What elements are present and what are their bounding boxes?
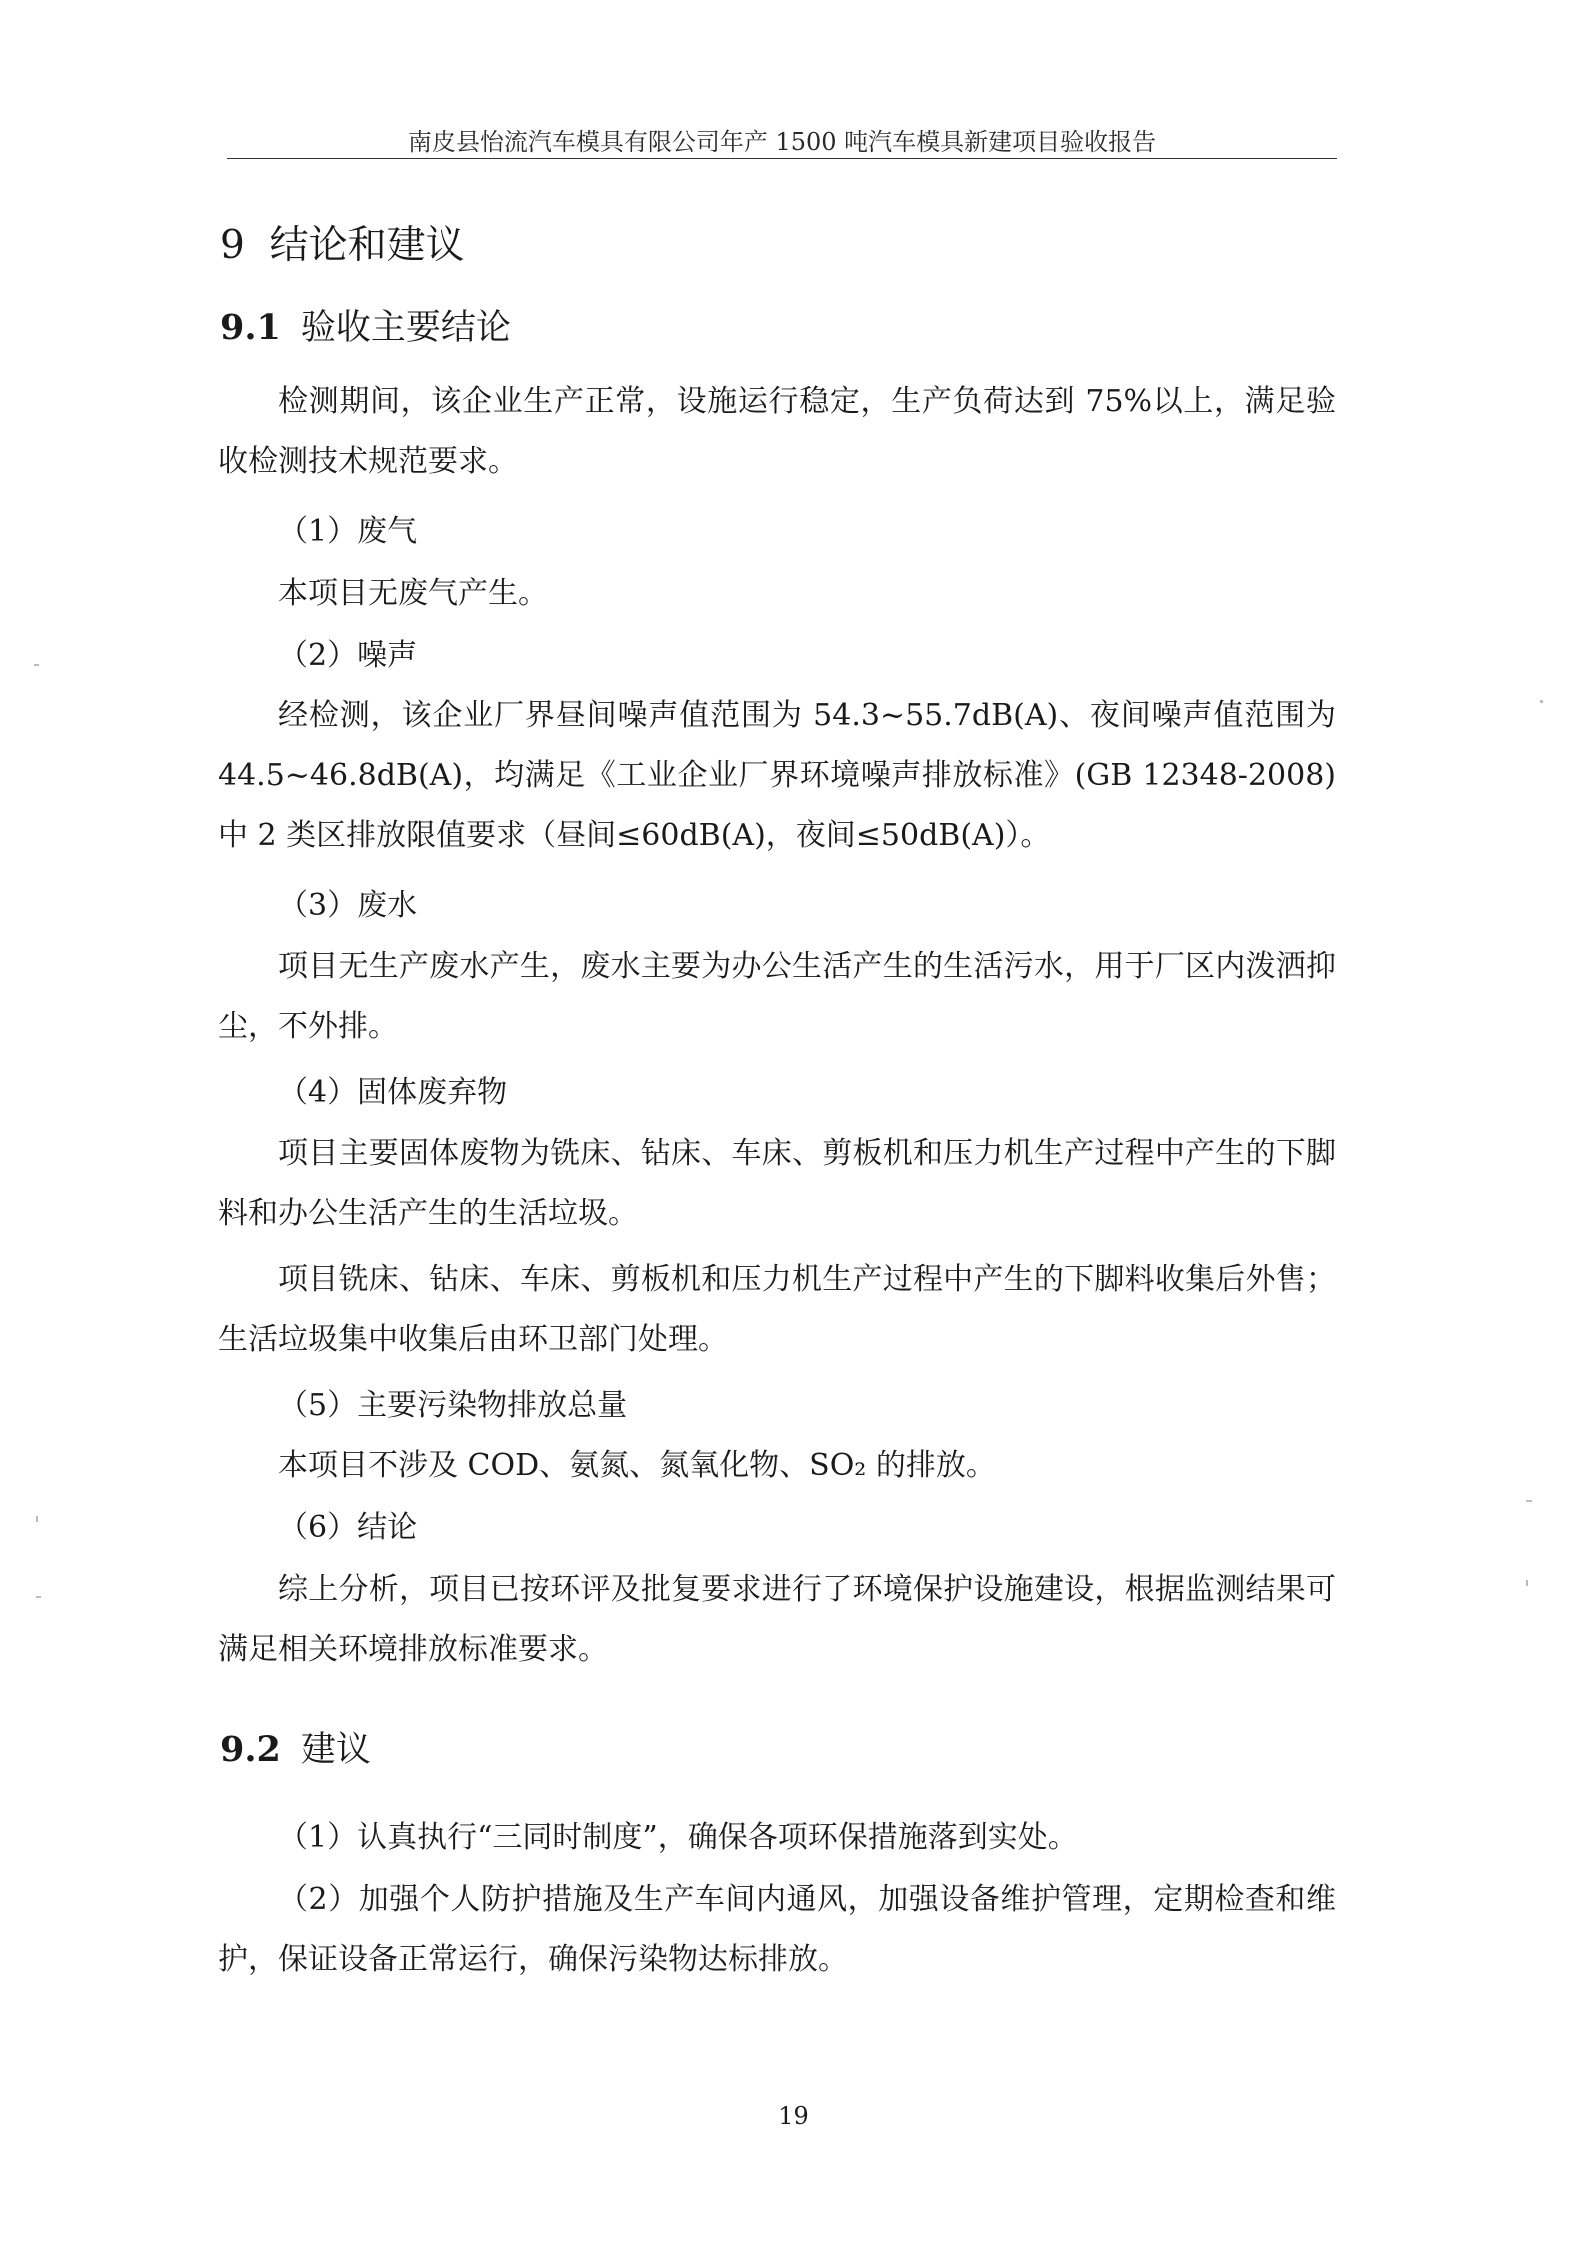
noise-paragraph: 经检测，该企业厂界昼间噪声值范围为 54.3~55.7dB(A)、夜间噪声值范围为 44.5~46.8dB(A)，均满足《工业企业厂界环境噪声排放标准》(GB 12348-2008) 中 2 类区排放限值要求（昼间≤60dB(A)，夜间≤50dB(A)）。 xyxy=(218,698,1336,853)
scan-speck xyxy=(36,1596,41,1598)
section-heading-9-2 xyxy=(220,1724,371,1776)
scan-speck xyxy=(1540,700,1543,703)
scan-speck xyxy=(1526,1580,1528,1586)
suggestion-paragraph-2: （2）加强个人防护措施及生产车间内通风，加强设备维护管理，定期检查和维护，保证设备正常运行，确保污染物达标排放。 xyxy=(218,1882,1336,1977)
wastewater-paragraph: 项目无生产废水产生，废水主要为办公生活产生的生活污水，用于厂区内泼洒抑尘，不外排。 xyxy=(218,949,1336,1044)
running-header: 南皮县怡流汽车模具有限公司年产 1500 吨汽车模具新建项目验收报告 xyxy=(407,128,1157,156)
item-label-total-emissions: （5）主要污染物排放总量 xyxy=(278,1388,628,1423)
solid-waste-paragraph-1: 项目主要固体废物为铣床、钻床、车床、剪板机和压力机生产过程中产生的下脚料和办公生活产生的生活垃圾。 xyxy=(218,1136,1336,1231)
item-label-conclusion: （6）结论 xyxy=(278,1510,418,1545)
item-label-exhaust-gas: （1）废气 xyxy=(278,514,418,549)
chapter-heading xyxy=(220,218,465,274)
section-heading-9-1 xyxy=(220,302,511,354)
section-number: 9.1 xyxy=(220,307,281,348)
item-label-solid-waste: （4）固体废弃物 xyxy=(278,1075,508,1110)
section-title: 验收主要结论 xyxy=(300,308,511,348)
exhaust-gas-paragraph: 本项目无废气产生。 xyxy=(278,576,548,611)
intro-paragraph: 检测期间，该企业生产正常，设施运行稳定，生产负荷达到 75%以上，满足验收检测技术规范要求。 xyxy=(218,384,1336,479)
item-label-noise: （2）噪声 xyxy=(278,638,418,673)
scan-speck xyxy=(36,1516,38,1522)
conclusion-paragraph: 综上分析，项目已按环评及批复要求进行了环境保护设施建设，根据监测结果可满足相关环境排放标准要求。 xyxy=(218,1572,1336,1667)
page-number: 19 xyxy=(778,2102,809,2130)
suggestion-paragraph-1: （1）认真执行“三同时制度”，确保各项环保措施落到实处。 xyxy=(278,1820,1078,1855)
chapter-title: 结论和建议 xyxy=(269,223,465,268)
chapter-number: 9 xyxy=(220,223,245,268)
section-number: 9.2 xyxy=(220,1729,281,1770)
scan-speck xyxy=(1526,1500,1532,1502)
solid-waste-paragraph-2: 项目铣床、钻床、车床、剪板机和压力机生产过程中产生的下脚料收集后外售；生活垃圾集中收集后由环卫部门处理。 xyxy=(218,1262,1336,1357)
total-emissions-paragraph: 本项目不涉及 COD、氨氮、氮氧化物、SO₂ 的排放。 xyxy=(278,1448,996,1483)
section-title: 建议 xyxy=(300,1730,371,1770)
item-label-wastewater: （3）废水 xyxy=(278,888,418,923)
scan-speck xyxy=(34,664,39,666)
header-rule xyxy=(227,158,1337,159)
